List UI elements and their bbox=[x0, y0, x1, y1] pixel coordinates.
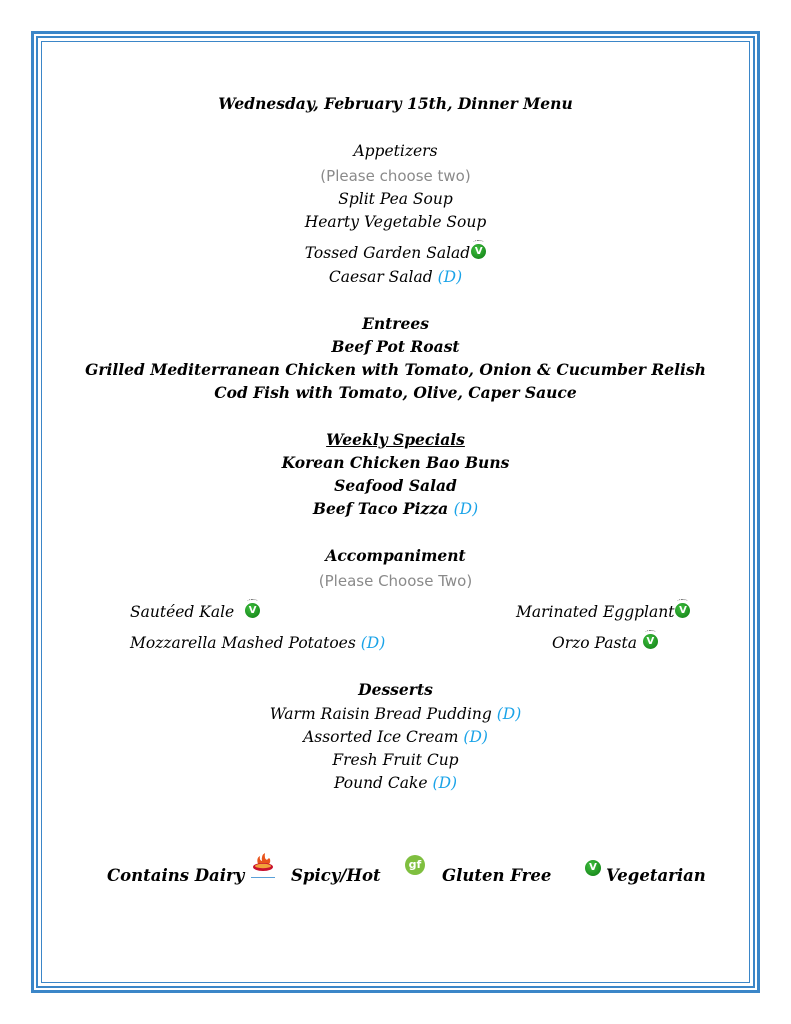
dairy-marker: (D) bbox=[437, 268, 463, 286]
dessert-item-row bbox=[0, 727, 791, 747]
dairy-marker: (D) bbox=[496, 705, 522, 723]
special-item-row bbox=[0, 499, 791, 519]
accompaniment-note: (Please Choose Two) bbox=[318, 572, 473, 590]
dairy-marker: (D) bbox=[360, 634, 386, 652]
legend-vegetarian: Vegetarian bbox=[606, 866, 706, 885]
appetizer-item-row bbox=[0, 267, 791, 287]
accompaniment-item: Orzo Pasta bbox=[552, 634, 637, 652]
dessert-item: Fresh Fruit Cup bbox=[332, 751, 459, 769]
legend-dairy: Contains Dairy bbox=[107, 866, 245, 885]
spicy-icon bbox=[248, 850, 278, 880]
special-item: Korean Chicken Bao Buns bbox=[281, 453, 510, 472]
vegetarian-icon: V bbox=[643, 634, 658, 649]
dessert-item: Assorted Ice Cream bbox=[303, 728, 459, 746]
desserts-heading: Desserts bbox=[358, 680, 433, 699]
gluten-free-icon: gf bbox=[405, 855, 425, 875]
vegetarian-icon: V bbox=[245, 603, 260, 618]
vegetarian-icon: V bbox=[585, 860, 601, 876]
vegetarian-icon: V bbox=[675, 603, 690, 618]
appetizer-item-row bbox=[0, 243, 791, 263]
menu-title: Wednesday, February 15th, Dinner Menu bbox=[218, 94, 573, 113]
special-item: Beef Taco Pizza bbox=[312, 499, 449, 518]
dessert-item-row bbox=[0, 704, 791, 724]
appetizers-heading: Appetizers bbox=[353, 142, 438, 160]
appetizers-note: (Please choose two) bbox=[320, 167, 471, 185]
accompaniment-heading: Accompaniment bbox=[325, 546, 466, 565]
dairy-marker: (D) bbox=[453, 500, 479, 518]
dessert-item: Warm Raisin Bread Pudding bbox=[269, 705, 492, 723]
accompaniment-item-row bbox=[552, 633, 658, 653]
appetizer-item: Split Pea Soup bbox=[338, 190, 453, 208]
accompaniment-item-row bbox=[130, 602, 260, 622]
specials-heading-text: Weekly Specials bbox=[326, 430, 465, 449]
accompaniment-item-row bbox=[516, 602, 690, 622]
dairy-marker: (D) bbox=[463, 728, 488, 746]
entrees-heading: Entrees bbox=[362, 314, 429, 333]
dessert-item-row bbox=[0, 773, 791, 793]
accompaniment-item: Marinated Eggplant bbox=[516, 603, 675, 621]
accompaniment-item: Sautéed Kale bbox=[130, 603, 235, 621]
entree-item: Cod Fish with Tomato, Olive, Caper Sauce bbox=[214, 383, 577, 402]
appetizer-item: Caesar Salad bbox=[328, 268, 433, 286]
special-item: Seafood Salad bbox=[334, 476, 457, 495]
appetizer-item: Hearty Vegetable Soup bbox=[304, 213, 487, 231]
accompaniment-item-row bbox=[130, 633, 385, 653]
entree-item: Beef Pot Roast bbox=[331, 337, 460, 356]
legend-spicy: Spicy/Hot bbox=[291, 866, 381, 885]
specials-heading bbox=[0, 430, 791, 450]
legend-gluten-free: Gluten Free bbox=[442, 866, 552, 885]
accompaniment-item: Mozzarella Mashed Potatoes bbox=[130, 634, 356, 652]
appetizer-item: Tossed Garden Salad bbox=[304, 244, 471, 262]
vegetarian-icon: V bbox=[471, 244, 486, 259]
entree-item: Grilled Mediterranean Chicken with Tomato, Onion & Cucumber Relish bbox=[85, 360, 706, 379]
dessert-item: Pound Cake bbox=[333, 774, 428, 792]
dairy-marker: (D) bbox=[432, 774, 458, 792]
